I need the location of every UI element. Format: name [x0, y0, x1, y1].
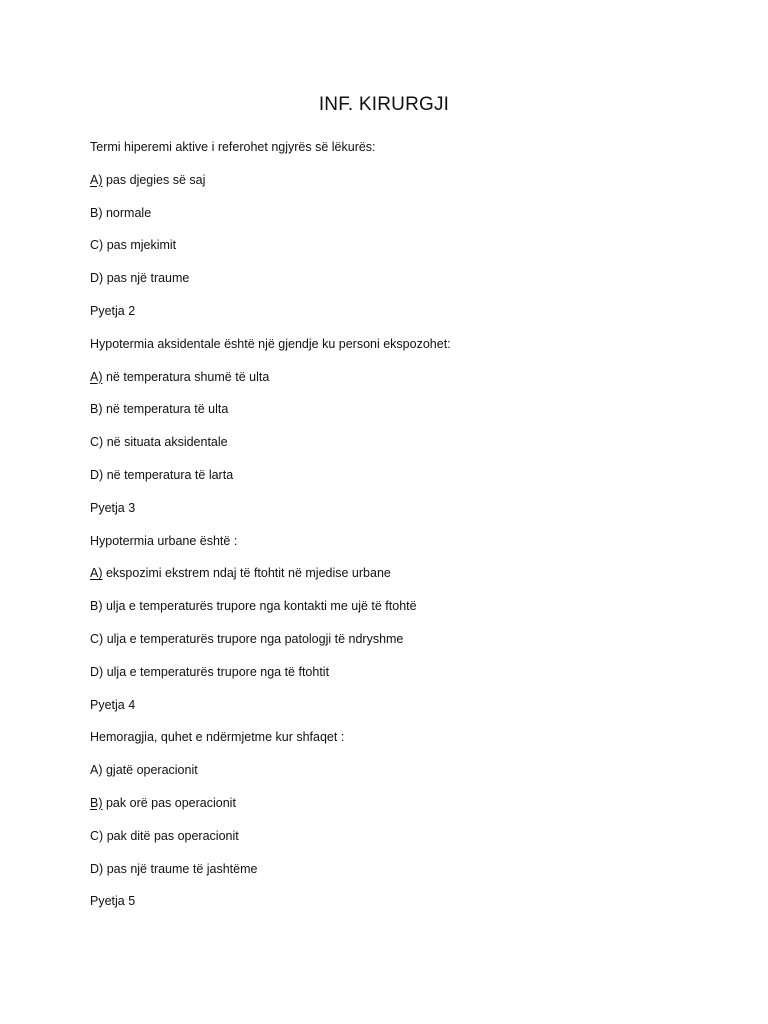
question-3-label: Pyetja 3	[90, 500, 136, 515]
question-3-option-d	[90, 662, 710, 695]
question-3-option-b	[90, 596, 710, 629]
question-3-option-a	[90, 563, 710, 596]
document-title: INF. KIRURGJI	[318, 94, 450, 115]
option-text: gjatë operacionit	[105, 763, 198, 778]
option-letter: C)	[90, 631, 104, 646]
option-text: në temperatura të larta	[106, 467, 234, 482]
question-list	[90, 137, 710, 924]
question-4-text: Hemoragjia, quhet e ndërmjetme kur shfaqet :	[90, 730, 345, 745]
option-letter: A)	[90, 566, 103, 581]
option-text: në temperatura shumë të ulta	[105, 369, 270, 384]
option-letter: D)	[90, 467, 104, 482]
option-letter: D)	[90, 861, 104, 876]
option-letter: B)	[90, 795, 103, 810]
question-4-option-c	[90, 826, 710, 859]
question-4-option-a	[90, 760, 710, 793]
option-text: normale	[105, 205, 152, 220]
question-1-option-d	[90, 268, 710, 301]
option-letter: B)	[90, 599, 103, 614]
option-letter: B)	[90, 205, 103, 220]
option-letter: A)	[90, 763, 103, 778]
option-letter: C)	[90, 828, 104, 843]
question-2-label: Pyetja 2	[90, 303, 136, 318]
option-text: pas mjekimit	[106, 238, 177, 253]
option-text: pak ditë pas operacionit	[106, 828, 239, 843]
option-text: ulja e temperaturës trupore nga patologji të ndryshme	[106, 631, 404, 646]
question-1-option-b	[90, 203, 710, 236]
option-text: në temperatura të ulta	[105, 402, 229, 417]
question-2-option-b	[90, 399, 710, 432]
question-3-text: Hypotermia urbane është :	[90, 533, 238, 548]
option-letter: A)	[90, 172, 103, 187]
option-letter: A)	[90, 369, 103, 384]
option-letter: D)	[90, 271, 104, 286]
option-text: pas një traume të jashtëme	[106, 861, 258, 876]
option-letter: C)	[90, 238, 104, 253]
option-text: pak orë pas operacionit	[105, 795, 236, 810]
option-text: ulja e temperaturës trupore nga të ftohtit	[106, 664, 330, 679]
question-1-text: Termi hiperemi aktive i referohet ngjyrës së lëkurës:	[90, 140, 376, 154]
question-4-option-b	[90, 793, 710, 826]
option-text: ekspozimi ekstrem ndaj të ftohtit në mjedise urbane	[105, 566, 391, 581]
option-text: pas një traume	[106, 271, 190, 286]
option-letter: D)	[90, 664, 104, 679]
question-3-option-c	[90, 629, 710, 662]
question-4-label: Pyetja 4	[90, 697, 136, 712]
question-5-label: Pyetja 5	[90, 894, 136, 909]
question-4-option-d	[90, 859, 710, 892]
option-letter: B)	[90, 402, 103, 417]
question-2-text: Hypotermia aksidentale është një gjendje ku personi ekspozohet:	[90, 336, 451, 351]
option-text: në situata aksidentale	[106, 435, 228, 450]
question-2-option-d	[90, 465, 710, 498]
question-1-option-a	[90, 170, 710, 203]
question-1-option-c	[90, 235, 710, 268]
question-2-option-a	[90, 367, 710, 400]
question-2-option-c	[90, 432, 710, 465]
option-letter: C)	[90, 435, 104, 450]
option-text: ulja e temperaturës trupore nga kontakti me ujë të ftohtë	[105, 599, 417, 614]
option-text: pas djegies së saj	[105, 172, 206, 187]
